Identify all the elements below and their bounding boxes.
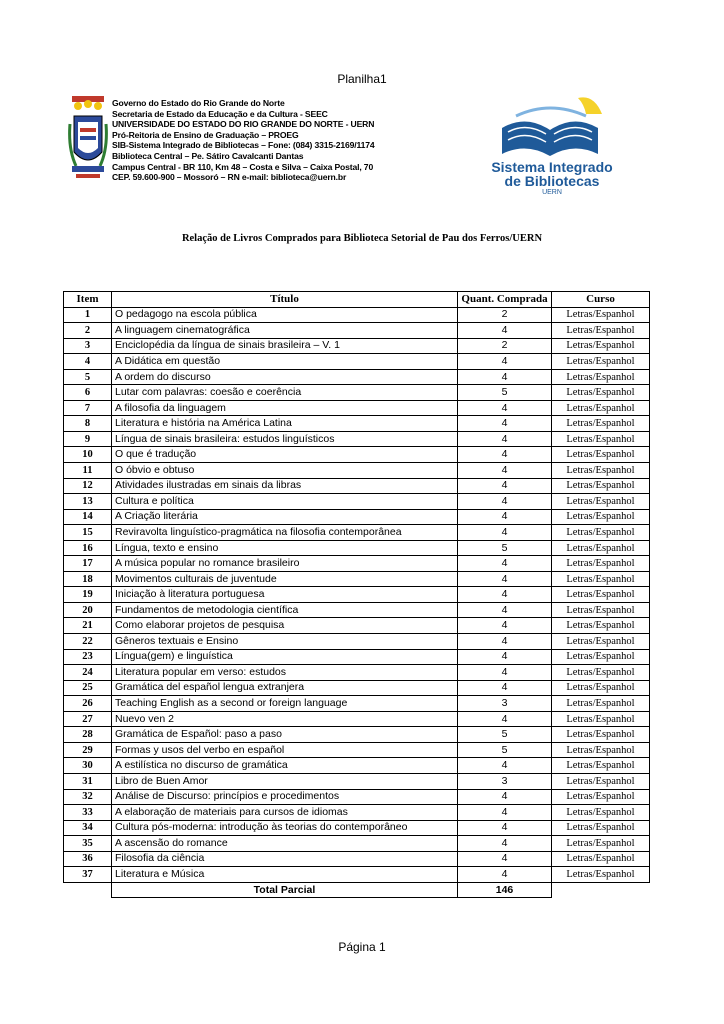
cell-qty: 4 [458,789,552,805]
cell-course: Letras/Espanhol [552,571,650,587]
cell-item: 9 [64,431,112,447]
cell-item: 22 [64,634,112,650]
cell-item: 6 [64,385,112,401]
cell-title: A Didática em questão [112,354,458,370]
cell-course: Letras/Espanhol [552,789,650,805]
cell-qty: 4 [458,525,552,541]
cell-qty: 5 [458,540,552,556]
sheet-name: Planilha1 [337,72,387,86]
cell-item: 34 [64,820,112,836]
cell-title: Teaching English as a second or foreign language [112,696,458,712]
table-body [64,307,650,882]
table-row [64,354,650,370]
table-row [64,618,650,634]
table-row [64,509,650,525]
cell-title: Formas y usos del verbo en español [112,742,458,758]
cell-qty: 4 [458,369,552,385]
table-row [64,742,650,758]
cell-course: Letras/Espanhol [552,727,650,743]
page-number: Página 1 [338,940,386,954]
cell-item: 3 [64,338,112,354]
cell-course: Letras/Espanhol [552,494,650,510]
column-header-item: Item [64,292,112,308]
cell-qty: 4 [458,805,552,821]
cell-title: Gramática de Español: paso a paso [112,727,458,743]
cell-item: 12 [64,478,112,494]
cell-course: Letras/Espanhol [552,742,650,758]
cell-item: 10 [64,447,112,463]
cell-course: Letras/Espanhol [552,354,650,370]
cell-qty: 4 [458,447,552,463]
table-row [64,634,650,650]
cell-title: Língua, texto e ensino [112,540,458,556]
cell-course: Letras/Espanhol [552,602,650,618]
cell-course: Letras/Espanhol [552,525,650,541]
cell-item: 26 [64,696,112,712]
table-row [64,836,650,852]
cell-course: Letras/Espanhol [552,307,650,323]
total-row [64,882,650,898]
cell-title: Literatura e Música [112,867,458,883]
institution-line: Campus Central - BR 110, Km 48 – Costa e Silva – Caixa Postal, 70 [112,161,374,172]
cell-title: Literatura e história na América Latina [112,416,458,432]
institution-line: CEP. 59.600-900 – Mossoró – RN e-mail: biblioteca@uern.br [112,172,347,183]
cell-course: Letras/Espanhol [552,416,650,432]
cell-item: 25 [64,680,112,696]
cell-qty: 3 [458,696,552,712]
cell-course: Letras/Espanhol [552,820,650,836]
table-row [64,385,650,401]
cell-title: Nuevo ven 2 [112,711,458,727]
cell-course: Letras/Espanhol [552,338,650,354]
institution-line: Pró-Reitoria de Ensino de Graduação – PROEG [112,129,299,140]
institution-line: Governo do Estado do Rio Grande do Norte [112,98,285,108]
cell-item: 7 [64,400,112,416]
logo-text-line2: de Bibliotecas [504,173,600,189]
table-row [64,758,650,774]
cell-qty: 2 [458,307,552,323]
cell-qty: 4 [458,680,552,696]
table-row [64,338,650,354]
cell-title: A filosofia da linguagem [112,400,458,416]
cell-course: Letras/Espanhol [552,556,650,572]
table-row [64,867,650,883]
cell-qty: 4 [458,431,552,447]
cell-item: 37 [64,867,112,883]
cell-course: Letras/Espanhol [552,805,650,821]
cell-title: Língua de sinais brasileira: estudos linguísticos [112,431,458,447]
cell-item: 13 [64,494,112,510]
cell-item: 28 [64,727,112,743]
cell-qty: 4 [458,618,552,634]
cell-title: Lutar com palavras: coesão e coerência [112,385,458,401]
cell-qty: 4 [458,649,552,665]
table-row [64,416,650,432]
table-row [64,307,650,323]
cell-item: 16 [64,540,112,556]
state-crest-icon [68,94,108,186]
cell-course: Letras/Espanhol [552,323,650,339]
table-row [64,696,650,712]
cell-item: 17 [64,556,112,572]
cell-qty: 4 [458,494,552,510]
table-row [64,447,650,463]
cell-title: O pedagogo na escola pública [112,307,458,323]
cell-item: 14 [64,509,112,525]
cell-item: 21 [64,618,112,634]
table-row [64,400,650,416]
table-row [64,556,650,572]
cell-title: Reviravolta linguístico-pragmática na filosofia contemporânea [112,525,458,541]
cell-qty: 4 [458,758,552,774]
cell-course: Letras/Espanhol [552,696,650,712]
cell-item: 27 [64,711,112,727]
cell-course: Letras/Espanhol [552,634,650,650]
column-header-qty: Quant. Comprada [458,292,552,308]
cell-item: 35 [64,836,112,852]
cell-title: Fundamentos de metodologia científica [112,602,458,618]
cell-course: Letras/Espanhol [552,478,650,494]
table-row [64,463,650,479]
cell-course: Letras/Espanhol [552,711,650,727]
cell-title: A estilística no discurso de gramática [112,758,458,774]
cell-course: Letras/Espanhol [552,851,650,867]
cell-title: A ordem do discurso [112,369,458,385]
table-row [64,540,650,556]
cell-title: Gramática del español lengua extranjera [112,680,458,696]
cell-qty: 4 [458,416,552,432]
cell-item: 1 [64,307,112,323]
cell-qty: 2 [458,338,552,354]
cell-title: Língua(gem) e linguística [112,649,458,665]
cell-qty: 4 [458,556,552,572]
cell-course: Letras/Espanhol [552,758,650,774]
total-qty: 146 [458,882,552,898]
cell-course: Letras/Espanhol [552,587,650,603]
cell-item: 2 [64,323,112,339]
cell-course: Letras/Espanhol [552,618,650,634]
cell-qty: 4 [458,478,552,494]
cell-course: Letras/Espanhol [552,463,650,479]
table-row [64,494,650,510]
total-label: Total Parcial [112,882,458,898]
cell-title: Atividades ilustradas em sinais da libras [112,478,458,494]
cell-item: 31 [64,773,112,789]
cell-item: 23 [64,649,112,665]
cell-qty: 4 [458,354,552,370]
cell-title: Iniciação à literatura portuguesa [112,587,458,603]
table-row [64,649,650,665]
cell-course: Letras/Espanhol [552,665,650,681]
table-row [64,323,650,339]
table-row [64,369,650,385]
cell-title: A linguagem cinematográfica [112,323,458,339]
cell-item: 20 [64,602,112,618]
cell-item: 30 [64,758,112,774]
table-row [64,571,650,587]
document-title: Relação de Livros Comprados para Biblioteca Setorial de Pau dos Ferros/UERN [181,233,543,244]
cell-course: Letras/Espanhol [552,649,650,665]
cell-qty: 5 [458,727,552,743]
cell-qty: 4 [458,851,552,867]
cell-item: 4 [64,354,112,370]
table-row [64,805,650,821]
cell-course: Letras/Espanhol [552,431,650,447]
total-spacer [64,882,112,898]
logo-text-line1: Sistema Integrado [491,159,613,175]
cell-title: O óbvio e obtuso [112,463,458,479]
table-row [64,680,650,696]
cell-course: Letras/Espanhol [552,773,650,789]
cell-item: 32 [64,789,112,805]
table-row [64,727,650,743]
cell-course: Letras/Espanhol [552,836,650,852]
cell-qty: 4 [458,711,552,727]
cell-item: 24 [64,665,112,681]
cell-qty: 4 [458,665,552,681]
cell-title: A música popular no romance brasileiro [112,556,458,572]
column-header-course: Curso [552,292,650,308]
total-spacer [552,882,650,898]
cell-qty: 4 [458,571,552,587]
cell-title: Literatura popular em verso: estudos [112,665,458,681]
table-row [64,665,650,681]
cell-qty: 5 [458,385,552,401]
table-row [64,478,650,494]
cell-qty: 4 [458,587,552,603]
institution-line: SIB-Sistema Integrado de Bibliotecas – Fone: (084) 3315-2169/1174 [112,140,375,151]
cell-item: 19 [64,587,112,603]
letterhead [68,94,668,194]
cell-qty: 4 [458,400,552,416]
institution-line: UNIVERSIDADE DO ESTADO DO RIO GRANDE DO NORTE - UERN [112,119,375,130]
cell-qty: 5 [458,742,552,758]
cell-title: Cultura e política [112,494,458,510]
cell-item: 15 [64,525,112,541]
cell-item: 18 [64,571,112,587]
cell-title: O que é tradução [112,447,458,463]
cell-qty: 4 [458,820,552,836]
table-row [64,773,650,789]
cell-item: 29 [64,742,112,758]
cell-qty: 4 [458,836,552,852]
cell-item: 11 [64,463,112,479]
cell-course: Letras/Espanhol [552,867,650,883]
table-header-row [64,292,650,308]
cell-item: 5 [64,369,112,385]
cell-title: A ascensão do romance [112,836,458,852]
table-row [64,431,650,447]
cell-title: A elaboração de materiais para cursos de idiomas [112,805,458,821]
cell-qty: 4 [458,463,552,479]
cell-course: Letras/Espanhol [552,400,650,416]
cell-title: Movimentos culturais de juventude [112,571,458,587]
cell-course: Letras/Espanhol [552,385,650,401]
cell-qty: 4 [458,634,552,650]
table-row [64,525,650,541]
cell-title: Como elaborar projetos de pesquisa [112,618,458,634]
table-row [64,851,650,867]
cell-title: Gêneros textuais e Ensino [112,634,458,650]
institution-info [112,98,375,183]
table-row [64,602,650,618]
cell-course: Letras/Espanhol [552,369,650,385]
cell-title: Libro de Buen Amor [112,773,458,789]
cell-qty: 4 [458,509,552,525]
cell-course: Letras/Espanhol [552,680,650,696]
cell-qty: 4 [458,323,552,339]
cell-title: Filosofia da ciência [112,851,458,867]
cell-qty: 4 [458,602,552,618]
institution-line: Secretaria de Estado da Educação e da Cultura - SEEC [112,108,328,119]
table-row [64,711,650,727]
books-table [63,291,650,898]
cell-title: A Criação literária [112,509,458,525]
cell-course: Letras/Espanhol [552,509,650,525]
cell-course: Letras/Espanhol [552,540,650,556]
table-row [64,789,650,805]
column-header-title: Título [112,292,458,308]
cell-item: 8 [64,416,112,432]
institution-line: Biblioteca Central – Pe. Sátiro Cavalcanti Dantas [112,150,304,161]
cell-title: Enciclopédia da língua de sinais brasileira – V. 1 [112,338,458,354]
cell-title: Cultura pós-moderna: introdução às teorias do contemporâneo [112,820,458,836]
cell-item: 33 [64,805,112,821]
table-row [64,820,650,836]
table-row [64,587,650,603]
cell-item: 36 [64,851,112,867]
cell-qty: 4 [458,867,552,883]
cell-title: Análise de Discurso: princípios e procedimentos [112,789,458,805]
logo-text-line3: UERN [542,189,562,196]
cell-course: Letras/Espanhol [552,447,650,463]
cell-qty: 3 [458,773,552,789]
